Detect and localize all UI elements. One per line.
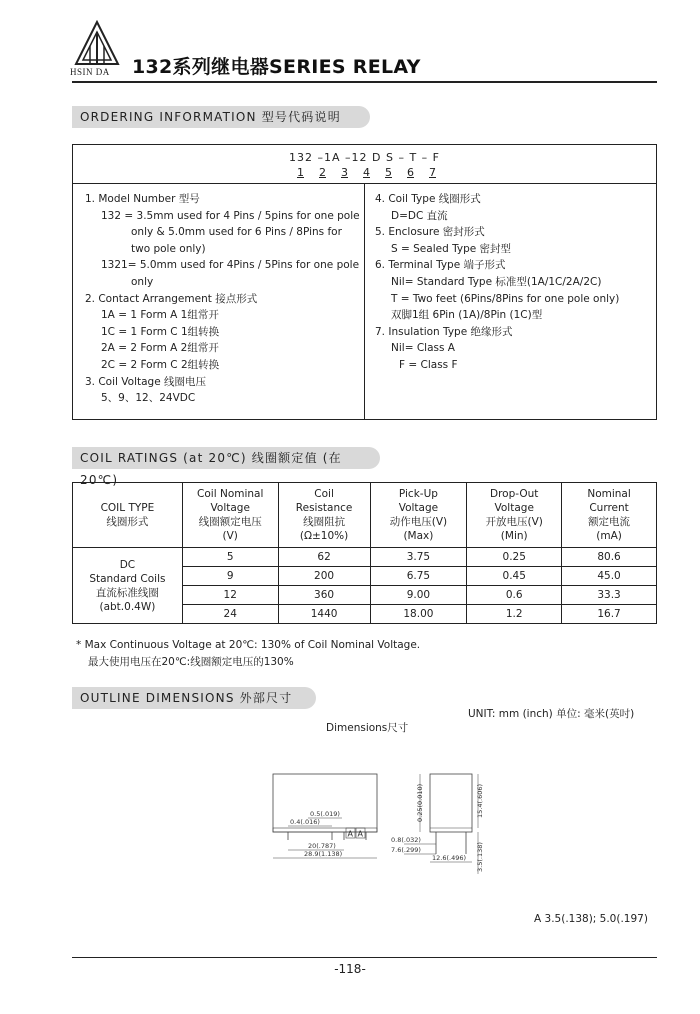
coil-type-option: D=DC 直流 <box>391 209 448 222</box>
dim-label: 0.4(.016) <box>290 818 320 826</box>
model-option-cont: only & 5.0mm used for 6 Pins / 8Pins for <box>131 226 342 239</box>
terminal-option: 双脚1组 6Pin (1A)/8Pin (1C)型 <box>391 309 543 322</box>
contact-option: 2A = 2 Form A 2组常开 <box>101 342 219 355</box>
header-nominal-current: Nominal Current 额定电流 (mA) <box>562 483 657 548</box>
coil-note <box>76 637 420 671</box>
insulation-heading: 7. Insulation Type 绝缘形式 <box>375 325 513 338</box>
model-option: 132 = 3.5mm used for 4 Pins / 5pins for one pole <box>101 209 360 222</box>
coil-voltage-heading: 3. Coil Voltage 线圈电压 <box>85 375 207 388</box>
ordering-box <box>72 144 657 420</box>
model-option: 1321= 5.0mm used for 4Pins / 5Pins for one pole <box>101 259 360 272</box>
table-header-row <box>73 483 657 548</box>
table-cell: 24 <box>182 605 278 624</box>
ordering-code-numbers <box>297 166 451 179</box>
footer-rule <box>72 957 657 958</box>
enclosure-option: S = Sealed Type 密封型 <box>391 242 512 255</box>
table-cell: 6.75 <box>370 567 467 586</box>
dimensions-title: Dimensions尺寸 <box>326 722 409 734</box>
table-cell: 18.00 <box>370 605 467 624</box>
table-cell: 0.25 <box>467 548 562 567</box>
insulation-option: F = Class F <box>399 358 458 371</box>
code-number: 7 <box>429 166 436 179</box>
table-cell: 80.6 <box>562 548 657 567</box>
code-number: 2 <box>319 166 326 179</box>
code-number: 3 <box>341 166 348 179</box>
code-number: 1 <box>297 166 304 179</box>
dim-label: 0.25(0.010) <box>416 783 424 822</box>
dim-label: 0.5(.019) <box>310 810 340 818</box>
dim-label: 3.5(.138) <box>476 842 484 872</box>
table-cell: 45.0 <box>562 567 657 586</box>
coil-ratings-table <box>72 482 657 624</box>
table-cell: 62 <box>278 548 370 567</box>
coil-note-cn: 最大使用电压在20℃:线圈额定电压的130% <box>88 656 294 668</box>
code-number: 6 <box>407 166 414 179</box>
table-cell: 200 <box>278 567 370 586</box>
outline-drawing <box>270 770 500 890</box>
table-row <box>73 548 657 567</box>
table-cell: 360 <box>278 586 370 605</box>
model-option-cont: two pole only) <box>131 242 206 255</box>
pin-mark-a: A <box>347 829 353 839</box>
table-cell: 33.3 <box>562 586 657 605</box>
enclosure-heading: 5. Enclosure 密封形式 <box>375 226 485 239</box>
header-pickup-voltage: Pick-Up Voltage 动作电压(V) (Max) <box>370 483 467 548</box>
unit-label: UNIT: mm (inch) 单位: 毫米(英吋) <box>468 708 635 720</box>
dim-label: 20(.787) <box>308 842 336 850</box>
outline-section-heading: OUTLINE DIMENSIONS 外部尺寸 <box>72 687 316 709</box>
page-number: -118- <box>334 962 366 976</box>
table-cell: 3.75 <box>370 548 467 567</box>
dim-label: 28.9(1.138) <box>304 850 343 858</box>
header-coil-type: COIL TYPE 线圈形式 <box>73 483 183 548</box>
ordering-code: 132 –1A –12 D S – T – F <box>289 151 440 164</box>
coil-type-cell: DC Standard Coils 直流标准线圈 (abt.0.4W) <box>73 548 183 624</box>
model-option-cont: only <box>131 275 154 288</box>
dim-label: 12.6(.496) <box>432 854 467 862</box>
dim-label: 15.4(.606) <box>476 783 484 818</box>
table-cell: 5 <box>182 548 278 567</box>
pin-mark-a: A <box>357 829 363 839</box>
model-number-heading: 1. Model Number 型号 <box>85 193 200 205</box>
table-cell: 1.2 <box>467 605 562 624</box>
table-cell: 9.00 <box>370 586 467 605</box>
ordering-section-heading: ORDERING INFORMATION 型号代码说明 <box>72 106 370 128</box>
header-rule <box>72 81 657 83</box>
page-title: 132系列继电器SERIES RELAY <box>132 56 421 78</box>
contact-option: 1A = 1 Form A 1组常开 <box>101 309 219 322</box>
terminal-a-note: A 3.5(.138); 5.0(.197) <box>534 913 648 925</box>
coil-note-en: * Max Continuous Voltage at 20℃: 130% of Coil Nominal Voltage. <box>76 639 421 651</box>
table-cell: 12 <box>182 586 278 605</box>
dim-label: 7.6(.299) <box>391 846 421 854</box>
header-nominal-voltage: Coil Nominal Voltage 线圈额定电压 (V) <box>182 483 278 548</box>
contact-option: 1C = 1 Form C 1组转换 <box>101 325 220 338</box>
table-cell: 16.7 <box>562 605 657 624</box>
table-cell: 9 <box>182 567 278 586</box>
ordering-left-column <box>85 191 360 407</box>
terminal-option: T = Two feet (6Pins/8Pins for one pole only) <box>391 292 620 305</box>
ordering-column-divider <box>364 183 365 419</box>
terminal-option: Nil= Standard Type 标准型(1A/1C/2A/2C) <box>391 275 602 288</box>
code-number: 5 <box>385 166 392 179</box>
table-cell: 1440 <box>278 605 370 624</box>
table-cell: 0.6 <box>467 586 562 605</box>
terminal-type-heading: 6. Terminal Type 端子形式 <box>375 259 506 272</box>
insulation-option: Nil= Class A <box>391 342 455 355</box>
header-dropout-voltage: Drop-Out Voltage 开放电压(V) (Min) <box>467 483 562 548</box>
coil-section-heading: COIL RATINGS (at 20℃) 线圈额定值 (在20℃) <box>72 447 380 469</box>
coil-voltage-options: 5、9、12、24VDC <box>101 392 196 405</box>
contact-option: 2C = 2 Form C 2组转换 <box>101 358 220 371</box>
table-cell: 0.45 <box>467 567 562 586</box>
code-number: 4 <box>363 166 370 179</box>
ordering-right-column <box>375 191 619 374</box>
coil-type-heading: 4. Coil Type 线圈形式 <box>375 193 481 205</box>
header-resistance: Coil Resistance 线圈阻抗 (Ω±10%) <box>278 483 370 548</box>
logo-text: HSIN DA <box>70 67 110 77</box>
contact-arrangement-heading: 2. Contact Arrangement 接点形式 <box>85 292 258 305</box>
dim-label: 0.8(.032) <box>391 836 421 844</box>
